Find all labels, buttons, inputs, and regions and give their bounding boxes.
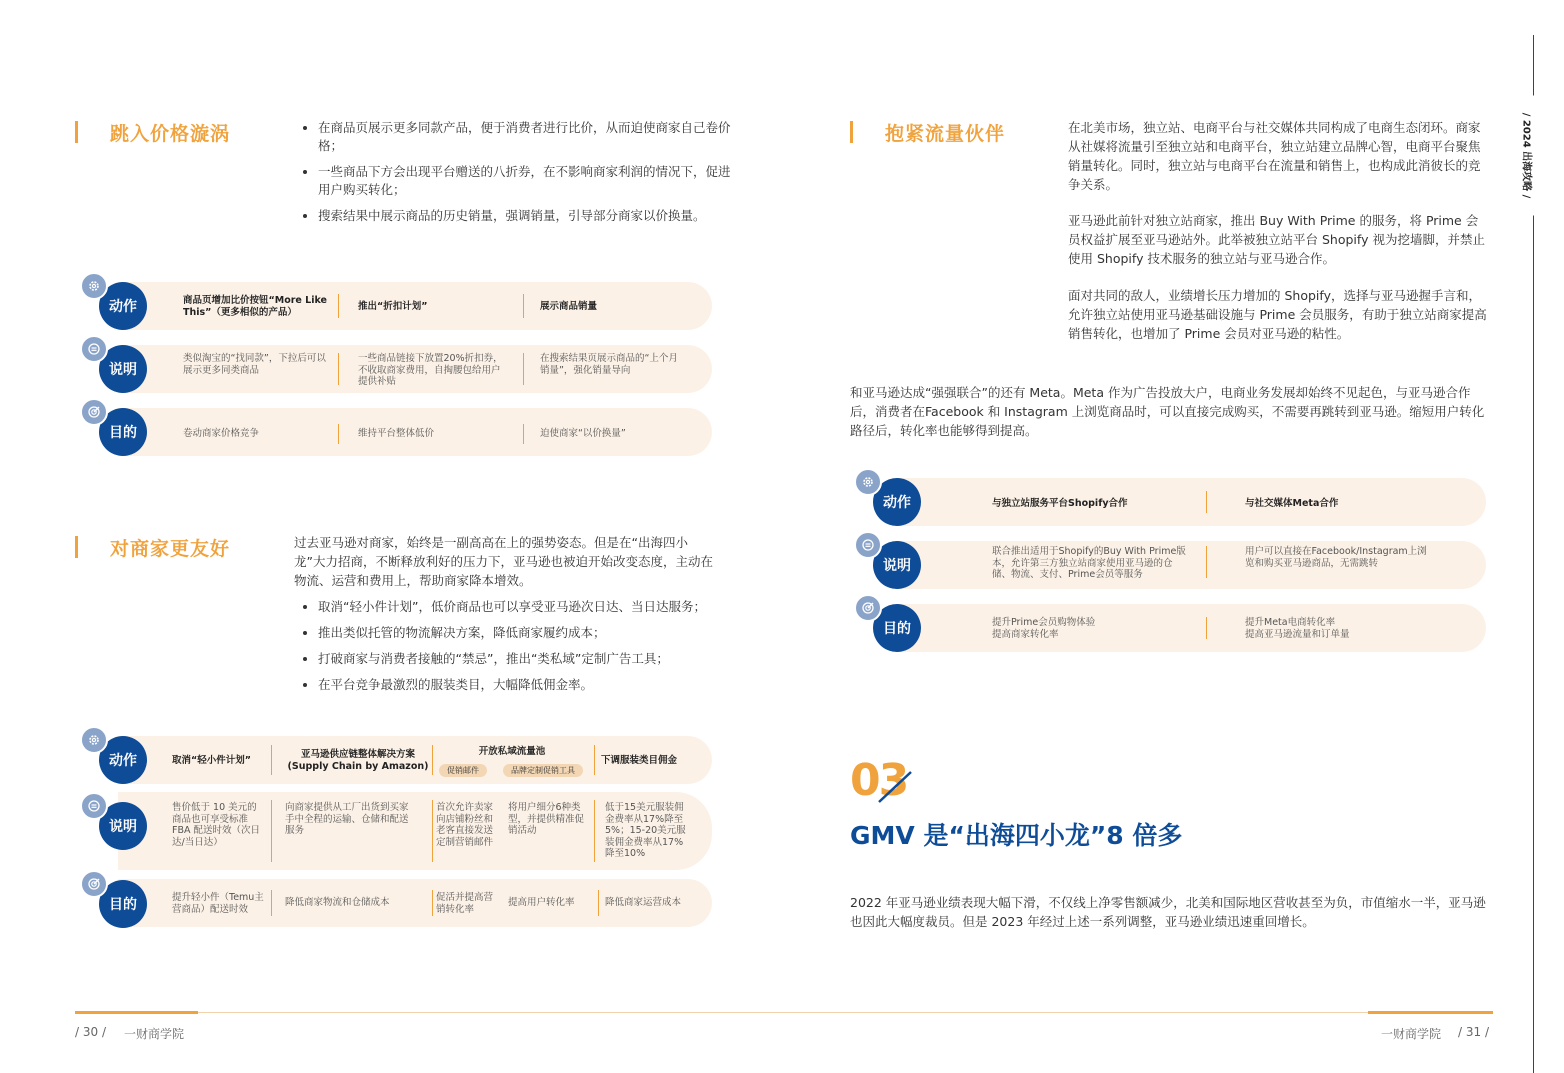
- section-number: 03: [850, 755, 908, 806]
- table-cell: 低于15美元服装佣金费率从17%降至5%；15-20美元服装佣金费率从17%降至10%: [605, 802, 686, 859]
- gear-icon: [854, 468, 882, 496]
- section-intro: 过去亚马逊对商家，始终是一副高高在上的强势姿态。但是在“出海四小龙”大力招商，不断释放利好的压力下，亚马逊也被迫开始改变态度，主动在物流、运营和费用上，帮助商家降本增效。: [294, 535, 713, 588]
- paragraph: 2022 年亚马逊业绩表现大幅下滑，不仅线上净零售额减少，北美和国际地区营收甚至为负，市值缩水一半，亚马逊也因此大幅度裁员。但是 2023 年经过上述一系列调整，亚马逊业绩迅速重回增长。: [850, 895, 1486, 929]
- target-icon: [854, 594, 882, 622]
- bullet-list: [296, 119, 738, 233]
- row-label-goal: 目的: [873, 604, 921, 652]
- table-cell: 促活并提高营销转化率: [436, 892, 494, 915]
- divider: [598, 890, 599, 916]
- bullet-list: [296, 598, 738, 702]
- page-number: / 30 /: [75, 1025, 106, 1039]
- divider: [594, 800, 595, 862]
- divider: [432, 800, 433, 862]
- section-title: 抱紧流量伙伴: [885, 123, 1006, 145]
- table-cell: 与社交媒体Meta合作: [1245, 498, 1339, 509]
- comment-icon: [80, 335, 108, 363]
- list-item: • 打破商家与消费者接触的“禁忌”，推出“类私域”定制广告工具；: [318, 650, 738, 668]
- section-marker: [75, 121, 78, 143]
- slash-decoration: [875, 770, 915, 806]
- table-cell: 降低商家运营成本: [605, 897, 682, 908]
- table-cell: 在搜索结果页展示商品的“上个月销量”，强化销量导向: [540, 353, 678, 376]
- divider: [594, 745, 595, 775]
- list-item: • 在商品页展示更多同款产品，便于消费者进行比价，从而迫使商家自己卷价格；: [318, 119, 738, 155]
- footer-org: 一财商学院: [124, 1027, 185, 1041]
- table-cell: 类似淘宝的“找同款”，下拉后可以展示更多同类商品: [183, 353, 326, 376]
- tag-label: 促销邮件: [439, 764, 487, 777]
- list-item: • 搜索结果中展示商品的历史销量，强调销量，引导部分商家以价换量。: [318, 207, 738, 225]
- table-cell: 用户可以直接在Facebook/Instagram上浏览和购买亚马逊商品，无需跳转: [1245, 546, 1427, 569]
- table-cell: 与独立站服务平台Shopify合作: [992, 498, 1128, 509]
- table-cell: 降低商家物流和仓储成本: [285, 897, 390, 908]
- section-title: 对商家更友好: [110, 538, 231, 560]
- list-item: • 在平台竞争最激烈的服装类目，大幅降低佣金率。: [318, 676, 738, 694]
- table-cell: 维持平台整体低价: [358, 428, 435, 439]
- divider: [523, 353, 524, 385]
- table-cell: 卷动商家价格竞争: [183, 428, 260, 439]
- page-number: / 31 /: [1458, 1025, 1489, 1039]
- paragraph: 在北美市场，独立站、电商平台与社交媒体共同构成了电商生态闭环。商家从社媒将流量引至独立站和电商平台，独立站建立品牌心智，电商平台聚焦销量转化。同时，独立站与电商平台在流量和销售上，也构成此消彼长的竞争关系。: [1068, 120, 1481, 192]
- row-label-explain: 说明: [99, 345, 147, 393]
- row-label-explain: 说明: [99, 802, 147, 850]
- row-label-action: 动作: [873, 478, 921, 526]
- table-cell: 提升Prime会员购物体验 提高商家转化率: [992, 617, 1096, 640]
- row-label-action: 动作: [99, 736, 147, 784]
- table-cell: 提升轻小件（Temu主营商品）配送时效: [172, 892, 264, 915]
- divider: [271, 745, 272, 775]
- table-cell: 展示商品销量: [540, 301, 598, 312]
- row-label-action: 动作: [99, 282, 147, 330]
- section-headline: GMV 是“出海四小龙”8 倍多: [850, 821, 1183, 850]
- gear-icon: [80, 272, 108, 300]
- divider: [432, 745, 433, 775]
- table-cell: 提升Meta电商转化率 提高亚马逊流量和订单量: [1245, 617, 1350, 640]
- section-title: 跳入价格漩涡: [110, 123, 231, 145]
- table-cell: 商品页增加比价按钮“More Like This”（更多相似的产品）: [183, 295, 327, 318]
- section-marker: [75, 536, 78, 558]
- divider: [338, 353, 339, 385]
- target-icon: [80, 870, 108, 898]
- list-item: • 取消“轻小件计划”，低价商品也可以享受亚马逊次日达、当日达服务；: [318, 598, 738, 616]
- row-label-explain: 说明: [873, 541, 921, 589]
- divider: [338, 294, 339, 318]
- paragraph: 和亚马逊达成“强强联合”的还有 Meta。Meta 作为广告投放大户，电商业务发展却始终不见起色，与亚马逊合作后，消费者在Facebook 和 Instagram 上浏览商品时，可以直接完成购买，不需要再跳转到亚马逊。缩短用户转化路径后，转化率也能够得到提高。: [850, 385, 1485, 438]
- table-cell: 向商家提供从工厂出货到买家手中全程的运输、仓储和配送服务: [285, 802, 409, 836]
- divider: [1206, 617, 1207, 639]
- divider: [1206, 546, 1207, 578]
- divider: [432, 890, 433, 916]
- table-cell: 亚马逊供应链整体解决方案(Supply Chain by Amazon): [287, 749, 429, 772]
- list-item: • 一些商品下方会出现平台赠送的八折券，在不影响商家利润的情况下，促进用户购买转化；: [318, 163, 738, 199]
- footer-rule-accent: [75, 1011, 198, 1014]
- divider: [523, 294, 524, 318]
- section-marker: [850, 121, 853, 143]
- divider: [523, 424, 524, 444]
- table-cell: 将用户细分6种类型，并提供精准促销活动: [508, 802, 585, 836]
- gear-icon: [80, 726, 108, 754]
- table-cell: 首次允许卖家向店铺粉丝和老客直接发送定制营销邮件: [436, 802, 494, 848]
- tag-label: 品牌定制促销工具: [503, 764, 583, 777]
- table-cell: 开放私域流量池: [478, 746, 546, 757]
- table-cell: 下调服装类目佣金: [601, 755, 678, 766]
- comment-icon: [854, 531, 882, 559]
- row-label-goal: 目的: [99, 408, 147, 456]
- table-cell: 联合推出适用于Shopify的Buy With Prime版本，允许第三方独立站商家使用亚马逊的仓储、物流、支付、Prime会员等服务: [992, 546, 1186, 580]
- table-cell: 售价低于 10 美元的商品也可享受标准 FBA 配送时效（次日达/当日达）: [172, 802, 261, 848]
- table-cell: 迫使商家“以价换量”: [540, 428, 626, 439]
- side-strip-label: / 2024 出海攻略 /: [1521, 96, 1536, 216]
- divider: [271, 890, 272, 916]
- paragraph: 面对共同的敌人，业绩增长压力增加的 Shopify，选择与亚马逊握手言和，允许独立站使用亚马逊基础设施与 Prime 会员服务，有助于独立站商家提高销售转化，也增加了 Prime 会员对亚马逊的粘性。: [1068, 288, 1487, 341]
- target-icon: [80, 398, 108, 426]
- row-label-goal: 目的: [99, 880, 147, 928]
- paragraph: 亚马逊此前针对独立站商家，推出 Buy With Prime 的服务，将 Prime 会员权益扩展至亚马逊站外。此举被独立站平台 Shopify 视为挖墙脚，并禁止使用 Shopify 技术服务的独立站与亚马逊合作。: [1068, 213, 1485, 266]
- table-cell: 提高用户转化率: [508, 897, 575, 908]
- divider: [271, 800, 272, 862]
- table-cell: 一些商品链接下放置20%折扣券，不收取商家费用，自掏腰包给用户提供补贴: [358, 353, 503, 387]
- comment-icon: [80, 792, 108, 820]
- table-cell: 推出“折扣计划”: [358, 301, 428, 312]
- list-item: • 推出类似托管的物流解决方案，降低商家履约成本；: [318, 624, 738, 642]
- footer-org: 一财商学院: [1381, 1027, 1442, 1041]
- divider: [1206, 491, 1207, 513]
- footer-rule-accent: [1368, 1011, 1493, 1014]
- table-cell: 取消“轻小件计划”: [172, 755, 251, 766]
- divider: [338, 424, 339, 444]
